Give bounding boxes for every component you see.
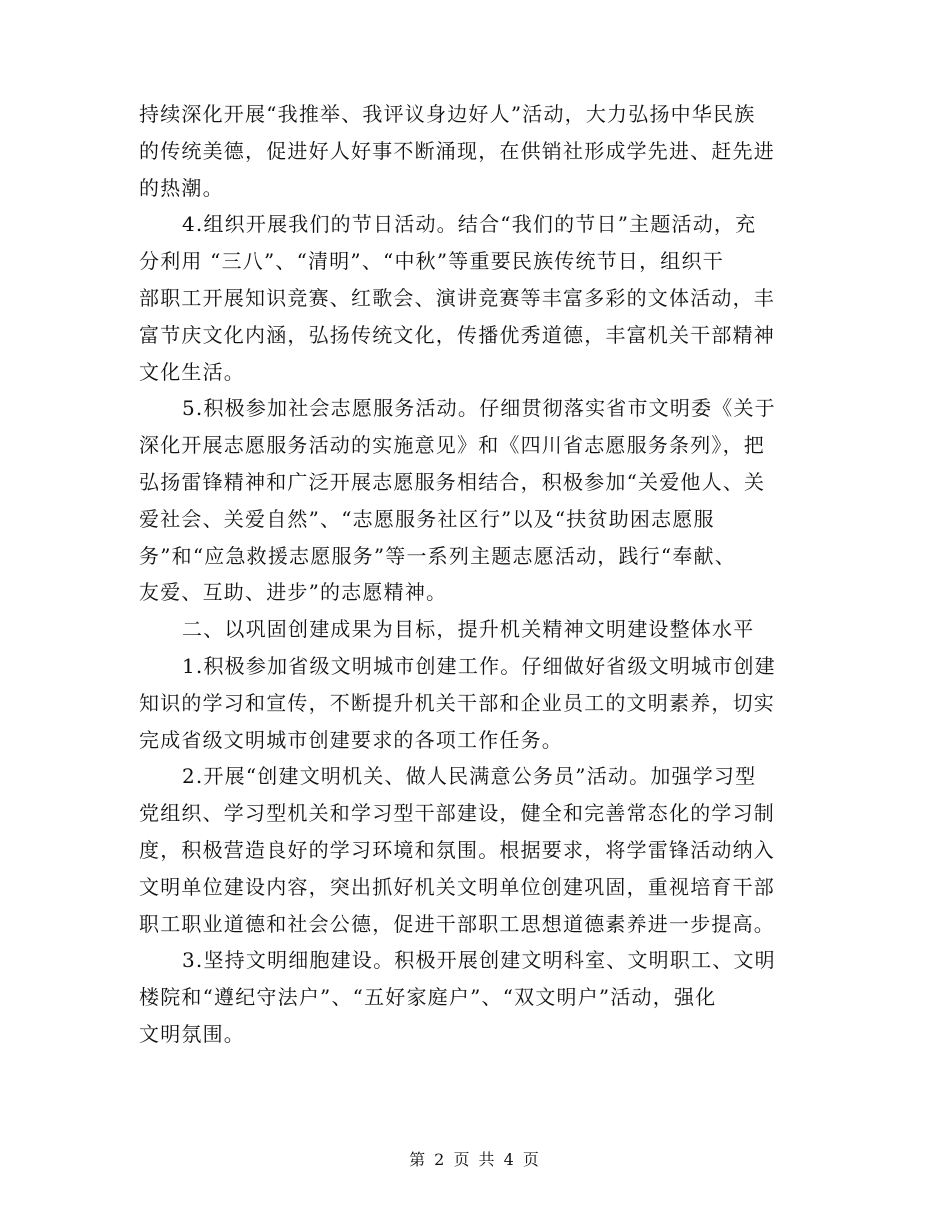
text-line: 职工职业道德和社会公德，促进干部职工思想道德素养进一步提高。 [139,911,775,936]
text-line: 分利用 “三八”、“清明”、“中秋”等重要民族传统节日，组织干 [139,249,724,274]
text-line: 完成省级文明城市创建要求的各项工作任务。 [139,727,563,752]
text-line: 4.组织开展我们的节日活动。结合“我们的节日”主题活动，充 [182,212,757,237]
text-line: 友爱、互助、进步”的志愿精神。 [139,580,448,605]
text-line: 文化生活。 [139,359,245,384]
text-line: 深化开展志愿服务活动的实施意见》和《四川省志愿服务条列》，把 [139,433,765,458]
text-line: 2.开展“创建文明机关、做人民满意公务员”活动。加强学习型 [182,764,757,789]
text-line: 5.积极参加社会志愿服务活动。仔细贯彻落实省市文明委《关于 [182,396,776,421]
text-line: 务”和“应急救援志愿服务”等一系列主题志愿活动，践行“奉献、 [139,543,736,568]
text-line: 的热潮。 [139,175,224,200]
text-line: 富节庆文化内涵，弘扬传统文化，传播优秀道德，丰富机关干部精神 [139,322,775,347]
text-line: 楼院和“遵纪守法户”、“五好家庭户”、“双文明户”活动，强化 [139,985,717,1010]
text-line: 度，积极营造良好的学习环境和氛围。根据要求，将学雷锋活动纳入 [139,837,775,862]
text-line: 弘扬雷锋精神和广泛开展志愿服务相结合，积极参加“关爱他人、关 [139,469,766,494]
text-line: 1.积极参加省级文明城市创建工作。仔细做好省级文明城市创建 [182,653,776,678]
text-line: 3.坚持文明细胞建设。积极开展创建文明科室、文明职工、文明 [182,948,776,973]
text-line: 持续深化开展“我推举、我评议身边好人”活动，大力弘扬中华民族 [139,102,756,126]
text-line: 党组织、学习型机关和学习型干部建设，健全和完善常态化的学习制 [139,801,775,826]
document-body [139,96,811,1053]
text-line: 部职工开展知识竞赛、红歌会、演讲竞赛等丰富多彩的文体活动，丰 [139,285,775,310]
text-line: 爱社会、关爱自然”、“志愿服务社区行”以及“扶贫助困志愿服 [139,506,715,531]
text-line: 的传统美德，促进好人好事不断涌现，在供销社形成学先进、赶先进 [139,138,775,163]
text-line: 文明单位建设内容，突出抓好机关文明单位创建巩固，重视培育干部 [139,874,775,899]
text-line: 知识的学习和宣传，不断提升机关干部和企业员工的文明素养，切实 [139,690,775,715]
section-heading: 二、以巩固创建成果为目标，提升机关精神文明建设整体水平 [182,617,755,642]
text-line: 文明氛围。 [139,1021,245,1046]
page-number: 第 2 页 共 4 页 [409,1150,541,1169]
